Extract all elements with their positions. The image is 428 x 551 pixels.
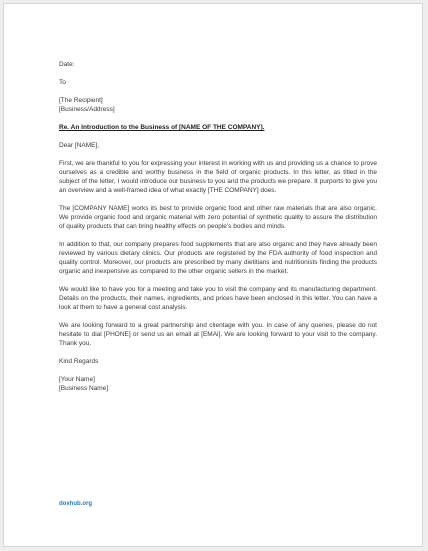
paragraph-closing: We are looking forward to a great partnership and clientage with you. In case of any queries, please do not hesitate to dial [PHONE] or send us an email at [EMAi]. We are looking forward to your visit to the company. Thank you.	[59, 322, 377, 347]
paragraph-company: The [COMPANY NAME] works its best to provide organic food and other raw materials that are also organic. We provide organic food and organic material with zero potential of synthetic quality to assure the distribution of quality products that can bring healthy effects on people's bodies and minds.	[59, 205, 377, 230]
signer-business: [Business Name]	[59, 385, 109, 392]
recipient-name: [The Recipient]	[59, 97, 103, 104]
recipient-address: [Business/Address]	[59, 106, 115, 113]
footer-site-link[interactable]: doxhub.org	[59, 501, 92, 507]
to-label: To	[59, 79, 66, 86]
date-label: Date:	[59, 61, 75, 68]
salutation: Dear [NAME],	[59, 142, 100, 149]
closing-phrase: Kind Regards	[59, 358, 99, 365]
letter-page	[3, 3, 423, 547]
letter-subject: Re. An Introduction to the Business of [NAME OF THE COMPANY].	[59, 124, 265, 131]
letter-body	[59, 60, 377, 393]
signer-name: [Your Name]	[59, 376, 95, 383]
paragraph-supplements: In addition to that, our company prepares food supplements that are also organic and they have already been reviewed by various dietary clinics. Our products are registered by the FDA authority of food inspection and quality control. Moreover, our products are prescribed by many dietitians and nutritionists finding the products organic and inexpensive as compared to the other organic sellers in the market.	[59, 241, 377, 275]
paragraph-meeting: We would like to have you for a meeting and take you to visit the company and its manufacturing department. Details on the products, their names, ingredients, and prices have been enclosed in this letter. You can have a look at them to have a general cost analysis.	[59, 286, 377, 311]
paragraph-intro: First, we are thankful to you for expressing your interest in working with us and providing us a chance to prove ourselves as a credible and worthy business in the field of organic products. In this letter, as titled in the subject of the letter, I would introduce our business to you and the products we prepare. It purports to give you an overview and a well-framed idea of what exactly [THE COMPANY] does.	[59, 160, 377, 194]
